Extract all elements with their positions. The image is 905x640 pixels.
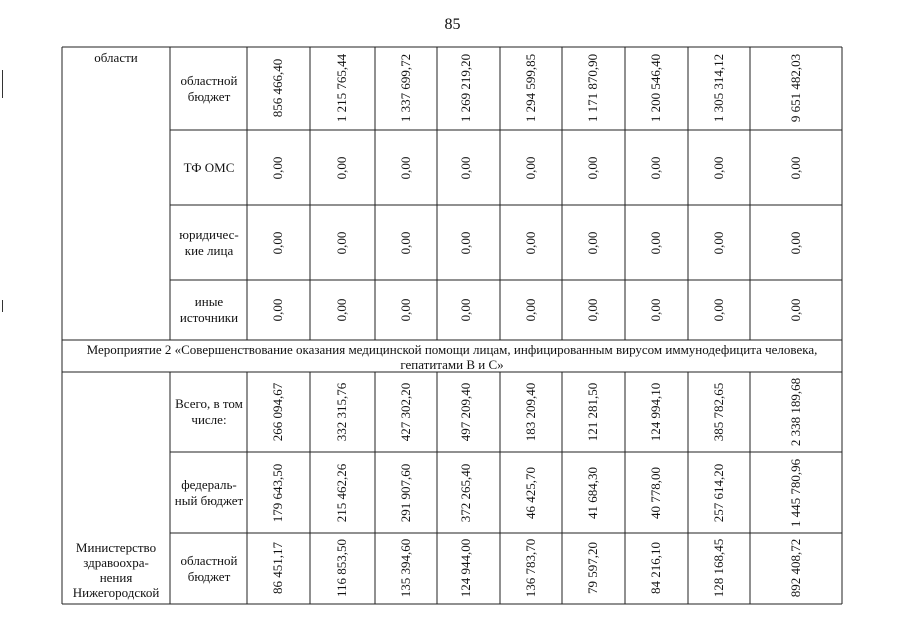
table-cell: 0,00	[585, 231, 600, 255]
source-label: федераль-ный бюджет	[174, 476, 244, 508]
table-cell: 257 614,20	[711, 463, 726, 523]
table-cell: 79 597,20	[585, 542, 600, 594]
table-cell: 183 209,40	[523, 382, 538, 442]
table-cell: 0,00	[270, 231, 285, 255]
table-cell: 0,00	[711, 156, 726, 180]
table-cell: 0,00	[788, 156, 803, 180]
table-cell: 0,00	[334, 156, 349, 180]
table-cell: 427 302,20	[398, 382, 413, 442]
table-cell: 1 337 699,72	[398, 53, 413, 123]
table-cell: 136 783,70	[523, 538, 538, 598]
table-cell: 332 315,76	[334, 382, 349, 442]
table-cell: 1 269 219,20	[458, 53, 473, 123]
table-cell: 385 782,65	[711, 382, 726, 442]
table-cell: 0,00	[711, 298, 726, 322]
table-cell: 0,00	[648, 298, 663, 322]
table-cell: 84 216,10	[648, 542, 663, 594]
source-label: ТФ ОМС	[183, 159, 235, 175]
table-cell: 0,00	[458, 298, 473, 322]
table-cell: 0,00	[648, 156, 663, 180]
table-cell: 179 643,50	[270, 463, 285, 523]
table-cell: 135 394,60	[398, 538, 413, 598]
table-cell: 1 294 599,85	[523, 53, 538, 123]
event-title: Мероприятие 2 «Совершенствование оказания медицинской помощи лицам, инфицированным вирусом иммунодефицита человека, гепатитами В и С»	[86, 342, 818, 372]
table-cell: 215 462,26	[334, 463, 349, 523]
table-cell: 0,00	[398, 298, 413, 322]
table-cell: 372 265,40	[458, 463, 473, 523]
table-cell: 0,00	[788, 231, 803, 255]
table-cell: 0,00	[270, 298, 285, 322]
table-cell: 291 907,60	[398, 463, 413, 523]
table-cell: 1 445 780,96	[788, 458, 803, 528]
table-cell: 46 425,70	[523, 467, 538, 519]
table-cell: 0,00	[458, 156, 473, 180]
table-cell: 266 094,67	[270, 382, 285, 442]
table-cell: 0,00	[711, 231, 726, 255]
table-cell: 2 338 189,68	[788, 377, 803, 447]
table-cell: 0,00	[523, 231, 538, 255]
table-cell: 856 466,40	[270, 58, 285, 118]
table-cell: 40 778,00	[648, 467, 663, 519]
table-cell: 0,00	[398, 156, 413, 180]
source-label: иные источники	[179, 294, 239, 325]
source-label: юридичес-кие лица	[179, 226, 239, 258]
org-label-top: области	[94, 50, 138, 65]
table-cell: 1 215 765,44	[334, 53, 349, 123]
source-label: областной бюджет	[180, 73, 238, 104]
table-cell: 121 281,50	[585, 382, 600, 442]
table-cell: 0,00	[585, 156, 600, 180]
table-cell: 0,00	[788, 298, 803, 322]
table-cell: 0,00	[585, 298, 600, 322]
table-cell: 0,00	[334, 231, 349, 255]
table-cell: 128 168,45	[711, 538, 726, 598]
table-cell: 0,00	[523, 298, 538, 322]
table-cell: 0,00	[523, 156, 538, 180]
table-cell: 86 451,17	[270, 542, 285, 594]
table-cell: 41 684,30	[585, 467, 600, 519]
scan-edge-mark	[2, 300, 3, 312]
table-cell: 124 944,00	[458, 538, 473, 598]
table-cell: 116 853,50	[334, 538, 349, 598]
table-cell: 1 200 546,40	[648, 53, 663, 123]
table-cell: 0,00	[270, 156, 285, 180]
table-cell: 1 305 314,12	[711, 53, 726, 123]
source-label: областной бюджет	[180, 552, 238, 584]
source-label: Всего, в том числе:	[175, 396, 243, 427]
table-cell: 124 994,10	[648, 382, 663, 442]
page-number: 85	[444, 16, 461, 33]
table-cell: 892 408,72	[788, 538, 803, 598]
table-cell: 0,00	[334, 298, 349, 322]
table-cell: 0,00	[398, 231, 413, 255]
table-cell: 9 651 482,03	[788, 53, 803, 123]
scan-edge-mark	[2, 70, 3, 98]
table-cell: 1 171 870,90	[585, 53, 600, 123]
table-cell: 0,00	[648, 231, 663, 255]
table-cell: 497 209,40	[458, 382, 473, 442]
org-label-bottom: Министерство здравоохра-нения Нижегородской	[72, 540, 160, 600]
table-cell: 0,00	[458, 231, 473, 255]
